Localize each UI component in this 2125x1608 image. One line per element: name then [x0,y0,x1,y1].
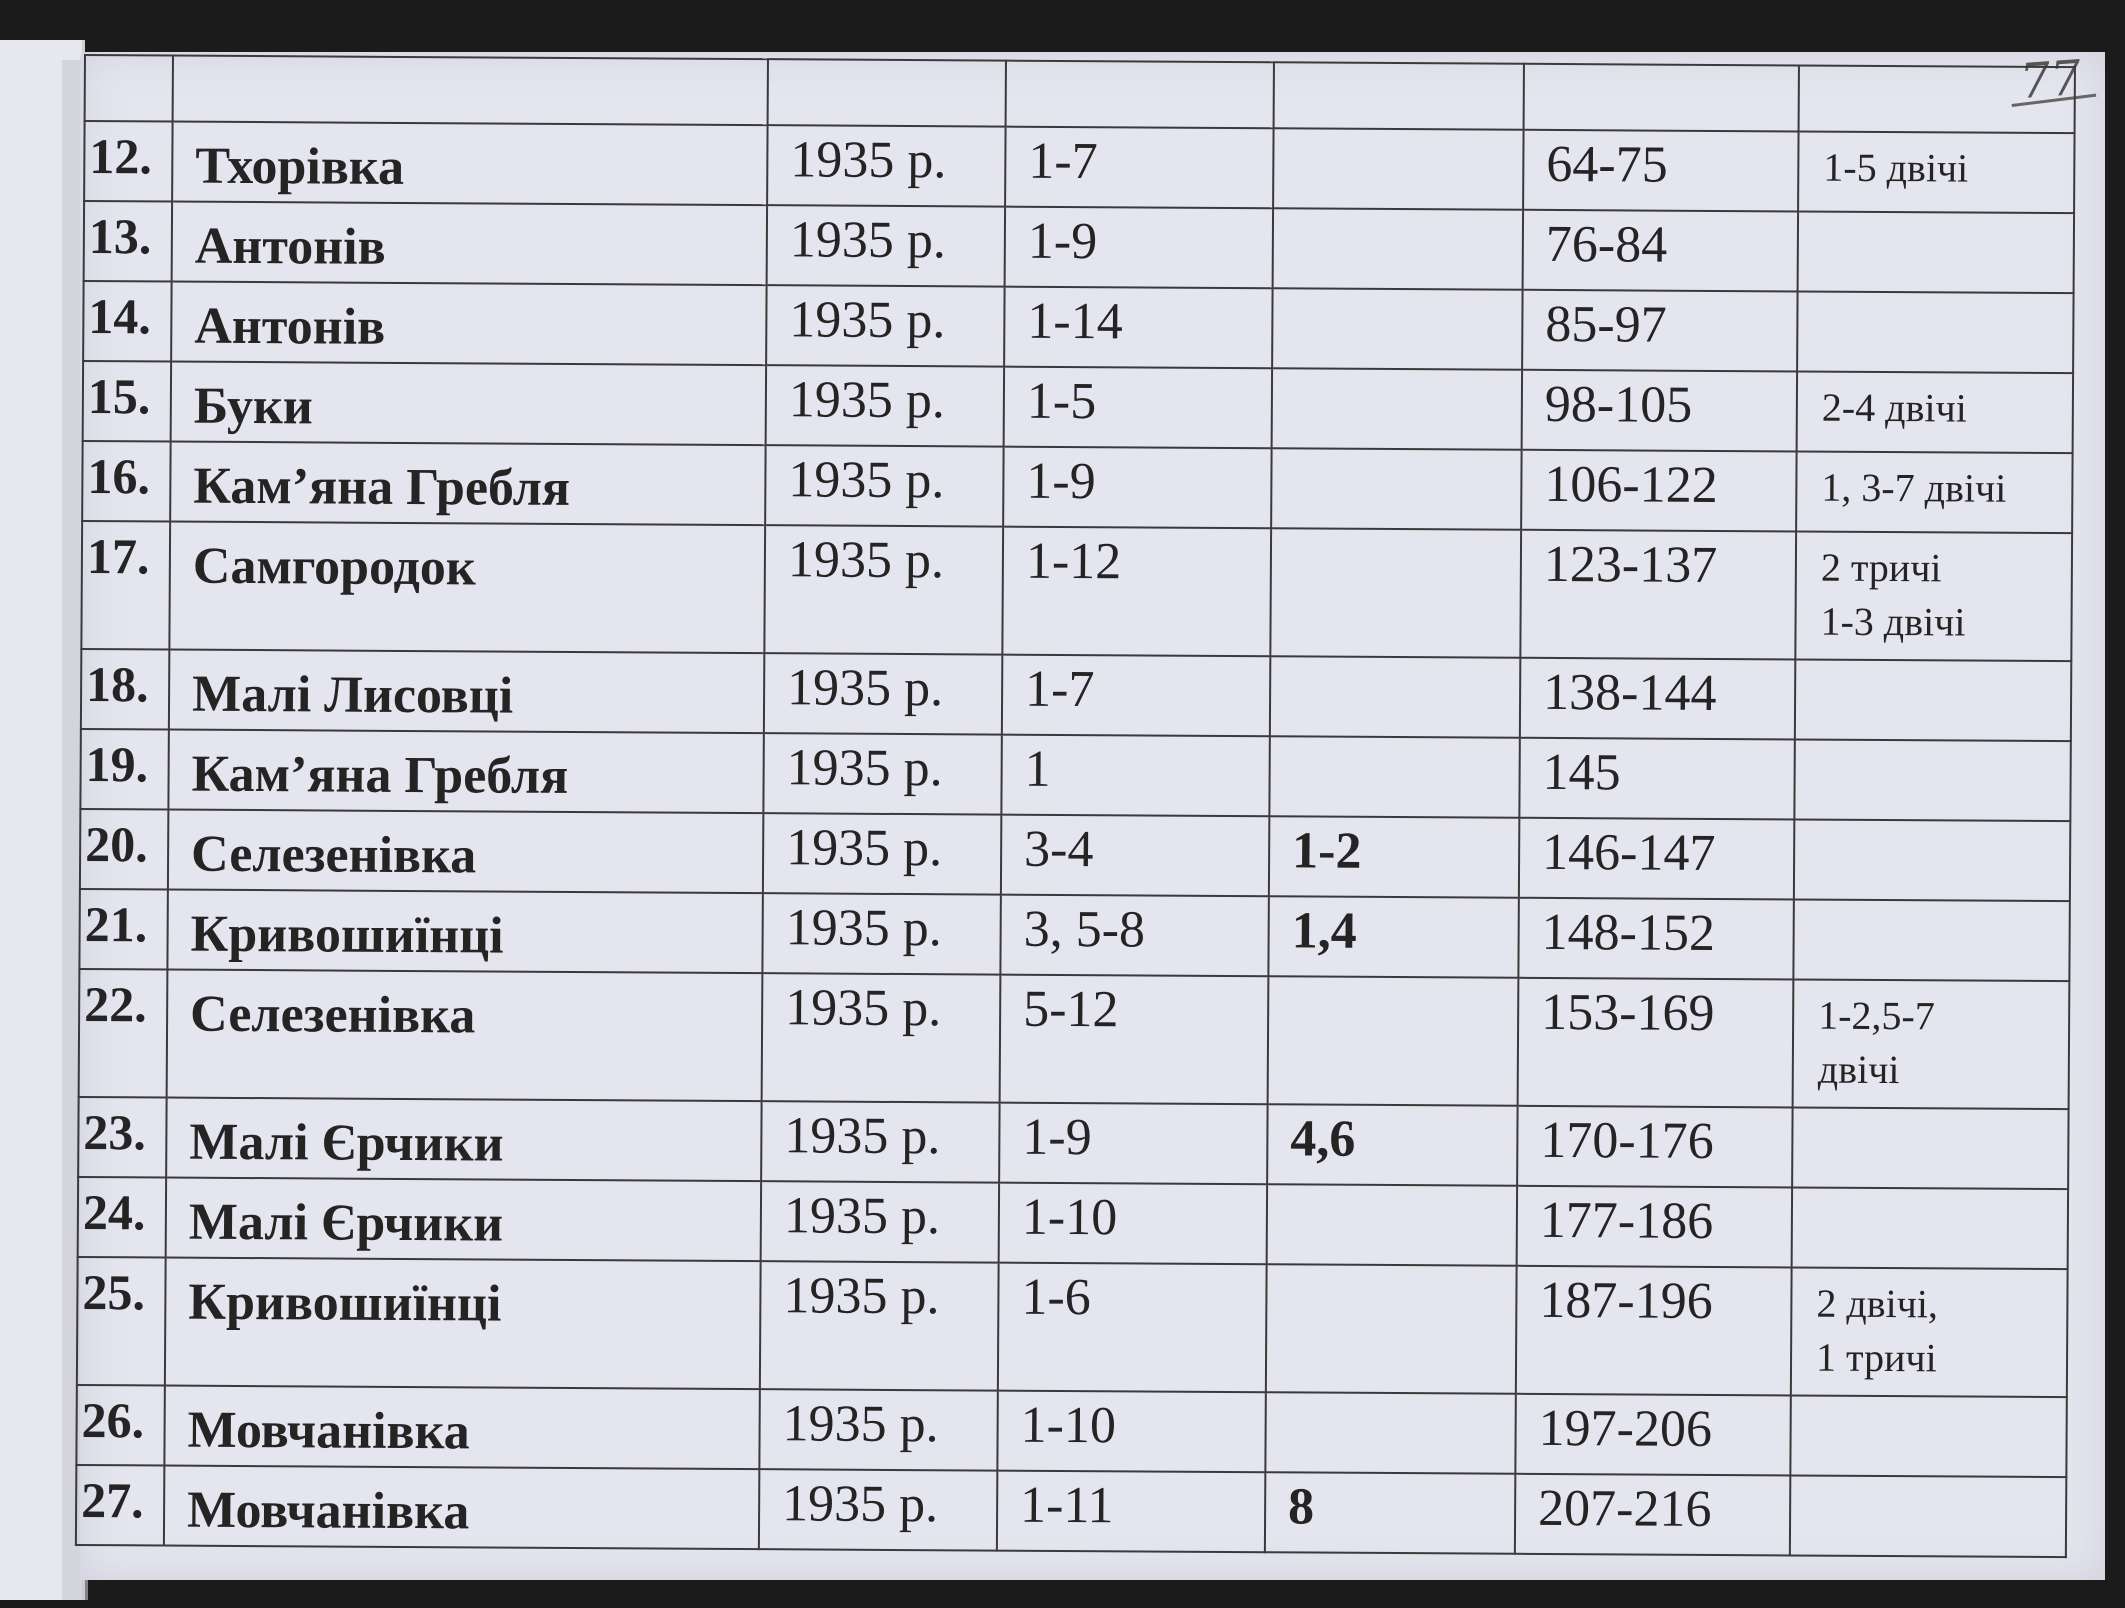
settlement-name: Малі Єрчики [166,1098,761,1182]
year-cell: 1935 р. [764,653,1002,734]
year-cell: 1935 р. [762,893,1000,974]
handwritten-page-number: 77 [2018,49,2083,111]
row-number: 21. [79,889,167,970]
extra-cell [1265,1392,1515,1474]
note-cell [1794,819,2070,901]
settlement-name: Селезенівка [167,970,763,1102]
row-number: 15. [83,361,171,442]
pages-cell: 207-216 [1515,1474,1790,1556]
year-cell: 1935 р. [766,365,1004,446]
year-cell: 1935 р. [760,1261,999,1390]
note-cell [1790,1395,2066,1477]
year-cell: 1935 р. [763,733,1001,814]
items-cell: 1-11 [997,1471,1265,1553]
year-cell: 1935 р. [761,1101,999,1182]
year-cell: 1935 р. [765,445,1003,526]
note-cell [1797,291,2073,373]
items-cell: 1-14 [1004,287,1272,369]
items-cell: 3, 5-8 [1000,895,1268,977]
extra-cell [1273,208,1523,290]
table-row [79,889,2069,981]
note-cell: 2 тричі 1-3 двічі [1795,531,2072,661]
row-number: 20. [80,809,168,890]
settlement-name: Мовчанівка [164,1466,759,1550]
pages-cell: 98-105 [1522,370,1797,452]
row-number: 17. [81,521,170,650]
row-number: 13. [84,201,172,282]
table-row [76,1385,2066,1477]
settlement-name: Малі Лисовці [169,650,764,734]
note-cell [1792,1107,2068,1189]
note-cell [1793,899,2069,981]
settlement-name: Кам’яна Гребля [170,442,765,526]
table-row [84,121,2074,213]
settlement-name: Кривошиїнці [167,890,762,974]
settlement-name: Малі Єрчики [166,1178,761,1262]
items-cell: 1-9 [999,1103,1267,1185]
extra-cell [1272,288,1522,370]
header-cell [1524,64,1799,132]
pages-cell: 170-176 [1517,1106,1792,1188]
header-cell [1799,65,2075,133]
items-cell: 1 [1001,735,1269,817]
year-cell: 1935 р. [759,1469,997,1550]
note-cell [1792,1187,2068,1269]
settlement-name: Кам’яна Гребля [168,730,763,814]
row-number: 24. [78,1177,166,1258]
extra-cell [1266,1264,1517,1394]
header-cell [1006,61,1274,129]
items-cell: 1-10 [997,1391,1265,1473]
extra-cell [1267,1184,1517,1266]
row-number: 23. [78,1097,166,1178]
note-cell: 1-5 двічі [1798,131,2074,213]
settlement-name: Антонів [172,202,767,286]
table-row [81,649,2071,741]
settlement-name: Антонів [171,282,766,366]
extra-cell [1273,128,1523,210]
year-cell: 1935 р. [762,973,1001,1102]
items-cell: 1-5 [1004,367,1272,449]
year-cell: 1935 р. [764,525,1003,654]
row-number: 25. [77,1257,166,1386]
pages-cell: 138-144 [1520,658,1795,740]
items-cell: 1-9 [1003,447,1271,529]
pages-cell: 145 [1519,738,1794,820]
register-table [75,54,2076,1558]
settlement-name: Мовчанівка [164,1386,759,1470]
extra-cell: 1,4 [1268,896,1518,978]
extra-cell: 8 [1265,1472,1515,1554]
table-row [82,441,2072,533]
items-cell: 1-7 [1005,127,1273,209]
table-header-row [85,55,2075,133]
row-number: 14. [83,281,171,362]
year-cell: 1935 р. [759,1389,997,1470]
header-cell [85,55,173,122]
document-page [80,49,2105,1580]
pages-cell: 64-75 [1523,130,1798,212]
table-row [84,201,2074,293]
row-number: 18. [81,649,169,730]
pages-cell: 106-122 [1521,450,1796,532]
table-row [83,361,2073,453]
pages-cell: 148-152 [1518,898,1793,980]
items-cell: 1-12 [1002,527,1271,657]
extra-cell [1269,736,1519,818]
year-cell: 1935 р. [766,285,1004,366]
note-cell: 2-4 двічі [1797,371,2073,453]
extra-cell [1268,976,1519,1106]
note-cell [1794,739,2070,821]
row-number: 19. [80,729,168,810]
items-cell: 1-10 [999,1183,1267,1265]
table-row [76,1465,2066,1557]
items-cell: 5-12 [1000,975,1269,1105]
pages-cell: 177-186 [1517,1186,1792,1268]
table-row [80,809,2070,901]
settlement-name: Буки [171,362,766,446]
note-cell: 2 двічі, 1 тричі [1791,1267,2068,1397]
note-cell: 1-2,5-7 двічі [1793,979,2070,1109]
extra-cell [1272,368,1522,450]
pages-cell: 146-147 [1519,818,1794,900]
year-cell: 1935 р. [761,1181,999,1262]
settlement-name: Селезенівка [168,810,763,894]
pages-cell: 197-206 [1515,1394,1790,1476]
extra-cell [1270,528,1521,658]
row-number: 16. [82,441,170,522]
header-cell [173,56,768,126]
pages-cell: 187-196 [1516,1266,1792,1396]
items-cell: 1-9 [1005,207,1273,289]
note-cell: 1, 3-7 двічі [1796,451,2072,533]
table-row [80,729,2070,821]
row-number: 12. [84,121,172,202]
items-cell: 1-7 [1002,655,1270,737]
table-row [78,1177,2068,1269]
row-number: 22. [79,969,168,1098]
header-cell [1274,62,1524,130]
extra-cell [1270,656,1520,738]
table-row [81,521,2072,661]
year-cell: 1935 р. [767,125,1005,206]
note-cell [1798,211,2074,293]
table-row [78,1097,2068,1189]
items-cell: 1-6 [998,1263,1267,1393]
row-number: 27. [76,1465,164,1546]
pages-cell: 76-84 [1523,210,1798,292]
table-row [77,1257,2068,1397]
table-row [83,281,2073,373]
note-cell [1790,1475,2066,1557]
items-cell: 3-4 [1001,815,1269,897]
header-cell [768,59,1006,126]
settlement-name: Кривошиїнці [165,1258,761,1390]
settlement-name: Тхорівка [172,122,767,206]
year-cell: 1935 р. [767,205,1005,286]
note-cell [1795,659,2071,741]
table-row [79,969,2070,1109]
extra-cell [1271,448,1521,530]
extra-cell: 1-2 [1269,816,1519,898]
year-cell: 1935 р. [763,813,1001,894]
row-number: 26. [76,1385,164,1466]
pages-cell: 85-97 [1522,290,1797,372]
pages-cell: 123-137 [1520,530,1796,660]
extra-cell: 4,6 [1267,1104,1517,1186]
pages-cell: 153-169 [1518,978,1794,1108]
settlement-name: Самгородок [169,522,765,654]
